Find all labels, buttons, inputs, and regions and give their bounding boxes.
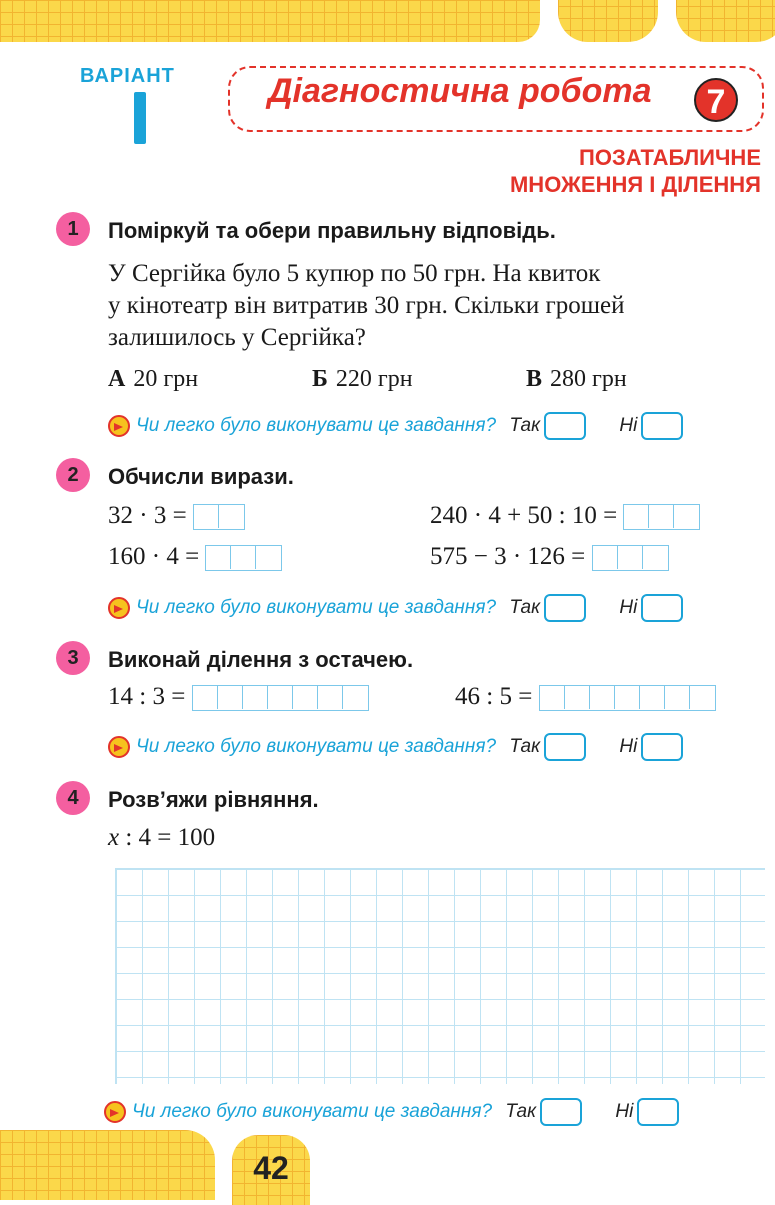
expression-240x4-plus-50div10 bbox=[430, 502, 700, 530]
feedback-question: Чи легко було виконувати це завдання? bbox=[136, 736, 497, 758]
equation-variable: x bbox=[108, 824, 120, 851]
feedback-no-checkbox[interactable] bbox=[641, 412, 683, 440]
feedback-no-label: Ні bbox=[619, 736, 638, 758]
task-4-title: Розв’яжи рівняння. bbox=[108, 787, 319, 812]
task-2-feedback bbox=[108, 594, 683, 622]
feedback-yes-checkbox[interactable] bbox=[544, 733, 586, 761]
task-1-title: Поміркуй та обери правильну відповідь. bbox=[108, 218, 556, 243]
feedback-yes-label: Так bbox=[509, 597, 541, 619]
bottom-decorative-band bbox=[0, 1130, 215, 1200]
task-3-number: 3 bbox=[56, 641, 90, 675]
task-1-text-line-1: У Сергійка було 5 купюр по 50 грн. На квиток bbox=[108, 260, 601, 287]
feedback-question: Чи легко було виконувати це завдання? bbox=[136, 415, 497, 437]
expression-text: 14 : 3 = bbox=[108, 683, 186, 710]
answer-value: 220 грн bbox=[335, 366, 413, 392]
feedback-yes-checkbox[interactable] bbox=[540, 1098, 582, 1126]
expression-32x3 bbox=[108, 502, 245, 530]
task-3-title: Виконай ділення з остачею. bbox=[108, 647, 414, 672]
answer-letter: В bbox=[526, 366, 543, 392]
answer-letter: А bbox=[108, 366, 126, 392]
feedback-yes-checkbox[interactable] bbox=[544, 412, 586, 440]
arrow-right-icon bbox=[108, 736, 130, 758]
answer-cells[interactable] bbox=[592, 545, 669, 571]
expression-text: 575 − 3 · 126 = bbox=[430, 543, 586, 570]
feedback-yes-checkbox[interactable] bbox=[544, 594, 586, 622]
task-2-title: Обчисли вирази. bbox=[108, 464, 294, 489]
answer-option-a[interactable] bbox=[108, 366, 198, 393]
expression-text: 160 · 4 = bbox=[108, 543, 200, 570]
task-1-text-line-2: у кінотеатр він витратив 30 грн. Скільки грошей bbox=[108, 292, 625, 319]
topic-line-2: МНОЖЕННЯ І ДІЛЕННЯ bbox=[509, 172, 761, 197]
equation bbox=[108, 824, 215, 852]
task-4-feedback bbox=[104, 1098, 679, 1126]
expression-160x4 bbox=[108, 543, 282, 571]
arrow-right-icon bbox=[104, 1101, 126, 1123]
task-1-number: 1 bbox=[56, 212, 90, 246]
page-title: Діагностична робота bbox=[268, 72, 652, 110]
feedback-no-checkbox[interactable] bbox=[637, 1098, 679, 1126]
task-1-feedback bbox=[108, 412, 683, 440]
answer-option-c[interactable] bbox=[526, 366, 627, 393]
arrow-right-icon bbox=[108, 597, 130, 619]
feedback-yes-label: Так bbox=[505, 1101, 537, 1123]
task-4-number: 4 bbox=[56, 781, 90, 815]
answer-letter: Б bbox=[312, 366, 328, 392]
top-decorative-blob bbox=[558, 0, 658, 42]
arrow-right-icon bbox=[108, 415, 130, 437]
answer-cells[interactable] bbox=[193, 504, 245, 530]
expression-text: 46 : 5 = bbox=[455, 683, 533, 710]
top-decorative-blob bbox=[676, 0, 775, 42]
top-decorative-band bbox=[0, 0, 540, 42]
answer-value: 280 грн bbox=[550, 366, 627, 392]
feedback-yes-label: Так bbox=[509, 736, 541, 758]
expression-text: 240 · 4 + 50 : 10 = bbox=[430, 502, 618, 529]
division-14-by-3 bbox=[108, 683, 369, 711]
division-46-by-5 bbox=[455, 683, 716, 711]
answer-cells[interactable] bbox=[205, 545, 282, 571]
task-1-text-line-3: залишилось у Сергійка? bbox=[108, 324, 366, 351]
page-number: 42 bbox=[253, 1150, 289, 1186]
feedback-no-label: Ні bbox=[619, 415, 638, 437]
answer-cells[interactable] bbox=[539, 685, 716, 711]
expression-575-minus-3x126 bbox=[430, 543, 669, 571]
answer-cells[interactable] bbox=[623, 504, 700, 530]
feedback-no-label: Ні bbox=[619, 597, 638, 619]
answer-value: 20 грн bbox=[133, 366, 199, 392]
answer-option-b[interactable] bbox=[312, 366, 413, 393]
topic-line-1: ПОЗАТАБЛИЧНЕ bbox=[579, 145, 761, 170]
feedback-no-checkbox[interactable] bbox=[641, 733, 683, 761]
equation-rest: : 4 = 100 bbox=[119, 824, 216, 851]
solution-grid[interactable] bbox=[115, 868, 765, 1084]
answer-cells[interactable] bbox=[192, 685, 369, 711]
feedback-no-label: Ні bbox=[615, 1101, 634, 1123]
feedback-yes-label: Так bbox=[509, 415, 541, 437]
variant-number-roman-i bbox=[134, 92, 146, 144]
feedback-question: Чи легко було виконувати це завдання? bbox=[132, 1101, 493, 1123]
feedback-no-checkbox[interactable] bbox=[641, 594, 683, 622]
expression-text: 32 · 3 = bbox=[108, 502, 187, 529]
task-2-number: 2 bbox=[56, 458, 90, 492]
feedback-question: Чи легко було виконувати це завдання? bbox=[136, 597, 497, 619]
variant-label: ВАРІАНТ bbox=[80, 65, 175, 87]
work-number-badge: 7 bbox=[694, 78, 738, 122]
task-3-feedback bbox=[108, 733, 683, 761]
